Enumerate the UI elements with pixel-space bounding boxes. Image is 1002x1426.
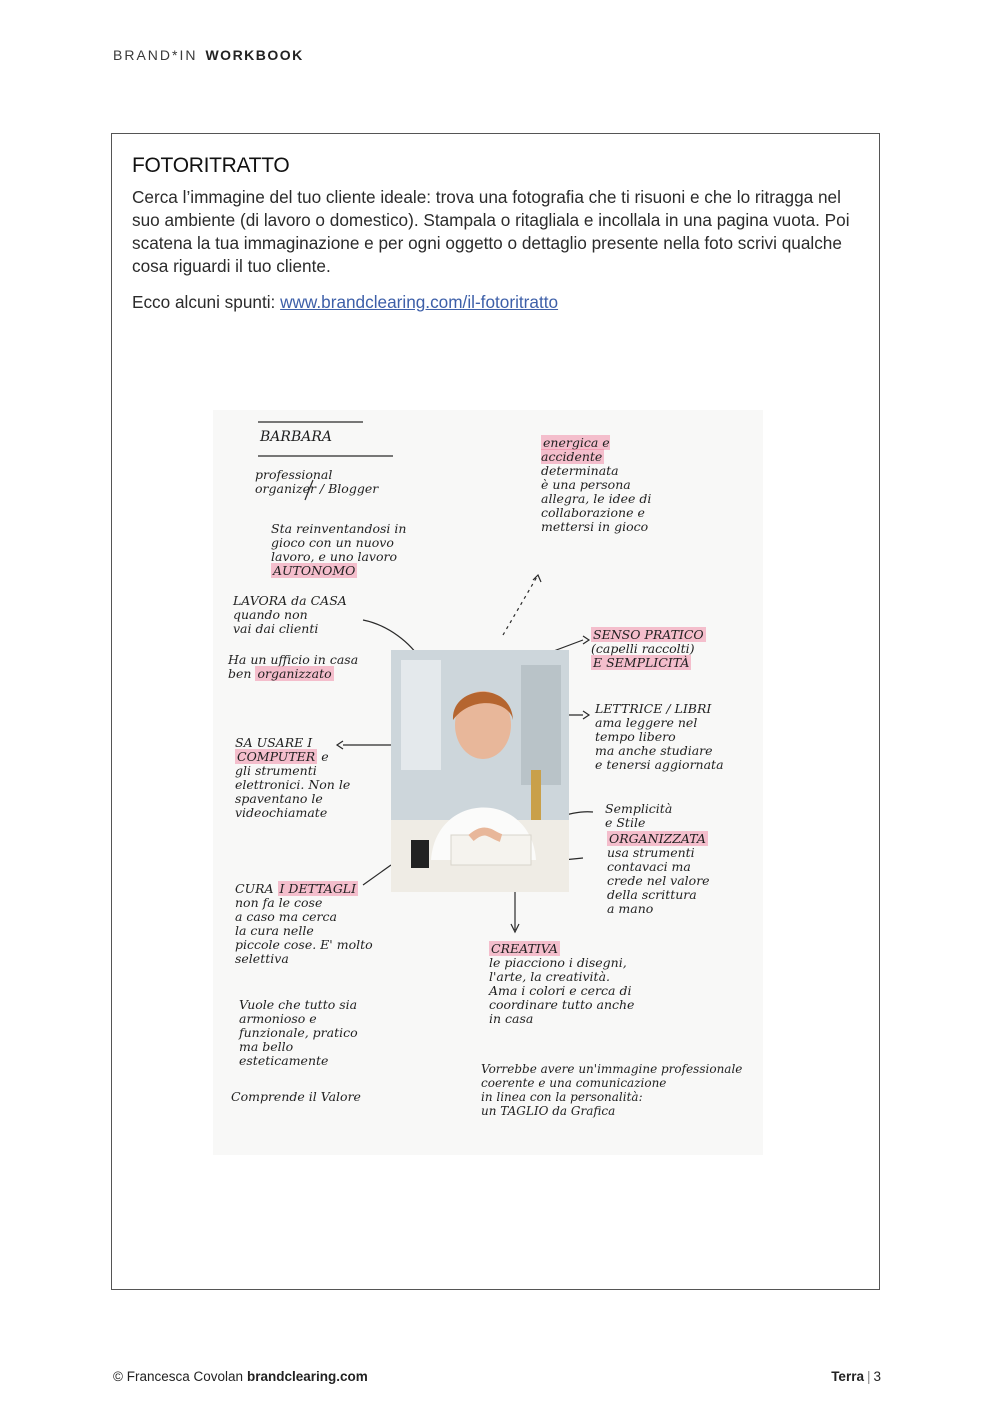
note-practical-hl: SENSO PRATICO	[593, 627, 704, 642]
note-autonomo: AUTONOMO	[273, 563, 356, 578]
footer-page	[831, 1369, 881, 1384]
hint-link[interactable]: www.brandclearing.com/il-fotoritratto	[280, 292, 559, 312]
note-energetic-hl: energica e accidente	[541, 435, 610, 464]
note-computer	[235, 736, 350, 820]
page-separator: |	[866, 1369, 871, 1384]
note-energetic	[541, 436, 651, 534]
copyright-text: © Francesca Covolan	[113, 1369, 244, 1384]
note-office	[228, 653, 358, 681]
brand-name: BRAND*IN	[113, 47, 198, 63]
note-hair: (capelli raccolti)	[591, 641, 695, 656]
client-portrait-photo	[391, 650, 569, 892]
hint-prefix: Ecco alcuni spunti:	[132, 292, 281, 312]
note-details-a: CURA	[235, 881, 278, 896]
portrait-illustration	[391, 650, 569, 892]
note-practical	[591, 628, 706, 670]
page-header	[113, 47, 304, 63]
note-reader-title: LETTRICE / LIBRI	[595, 701, 712, 716]
note-tools-text: usa strumenti contavaci ma crede nel valore della scrittura a mano	[607, 845, 710, 916]
note-details	[235, 882, 373, 966]
note-determined: determinata	[541, 463, 619, 478]
note-office-text: Ha un ufficio in casa ben	[228, 652, 359, 681]
note-creativa-hl: CREATIVA	[491, 941, 558, 956]
note-details-hl: I DETTAGLI	[279, 881, 357, 896]
page-number: 3	[873, 1369, 881, 1384]
note-computer-hl: COMPUTER	[237, 749, 316, 764]
workbook-label: WORKBOOK	[205, 47, 304, 63]
note-harmony: Vuole che tutto sia armonioso e funzionale, pratico ma bello esteticamente	[239, 997, 358, 1068]
page-label: Terra	[831, 1369, 864, 1384]
note-creative	[489, 942, 634, 1026]
note-organizzata-hl: ORGANIZZATA	[609, 831, 706, 846]
note-organized: organizzato	[257, 666, 332, 681]
note-reader	[595, 702, 724, 772]
note-creative-text: le piacciono i disegni, l'arte, la creatività. Ama i colori e cerca di coordinare tutto anche in casa	[489, 955, 635, 1026]
note-computer-a: SA USARE I	[235, 735, 313, 750]
note-reader-text: ama leggere nel tempo libero ma anche studiare e tenersi aggiornata	[595, 715, 724, 772]
note-computer-c: e gli strumenti elettronici. Non le spaventano le videochiamate	[235, 749, 351, 820]
note-profession: professional organizer / Blogger	[255, 467, 379, 496]
note-simplicity-hl: E SEMPLICITÀ	[593, 655, 690, 670]
note-works-home: LAVORA da CASA quando non vai dai clienti	[233, 593, 347, 636]
note-name: BARBARA	[260, 429, 332, 445]
note-reinvent-text: Sta reinventandosi in gioco con un nuovo lavoro, e uno lavoro	[271, 521, 407, 564]
note-organized-tools	[607, 832, 710, 916]
handwritten-sheet-image	[213, 410, 763, 1155]
note-reinvent	[271, 522, 406, 578]
content-box	[111, 133, 880, 1290]
footer-copyright	[113, 1369, 368, 1384]
instructions-paragraph: Cerca l’immagine del tuo cliente ideale: trova una fotografia che ti risuoni e che lo ritragga nel suo ambiente (di lavoro o domestico). Stampala o ritagliala e incollala in una pagina vuota. Poi scatena la tua immaginazione e per ogni oggetto o dettaglio presente nella foto scrivi qualche cosa riguardi il tuo cliente.	[132, 187, 850, 276]
note-image-goal: Vorrebbe avere un'immagine professionale coerente e una comunicazione in linea con la personalità: un TAGLIO da Grafica	[481, 1062, 743, 1118]
note-cheerful: è una persona allegra, le idee di collaborazione e mettersi in gioco	[541, 477, 652, 534]
note-style: Semplicità e Stile	[605, 801, 673, 830]
note-value: Comprende il Valore	[231, 1089, 361, 1104]
note-details-c: non fa le cose a caso ma cerca la cura nelle piccole cose. E' molto selettiva	[235, 895, 373, 966]
footer-site: brandclearing.com	[247, 1369, 368, 1384]
hint-line	[132, 292, 558, 313]
section-title: FOTORITRATTO	[132, 154, 290, 177]
